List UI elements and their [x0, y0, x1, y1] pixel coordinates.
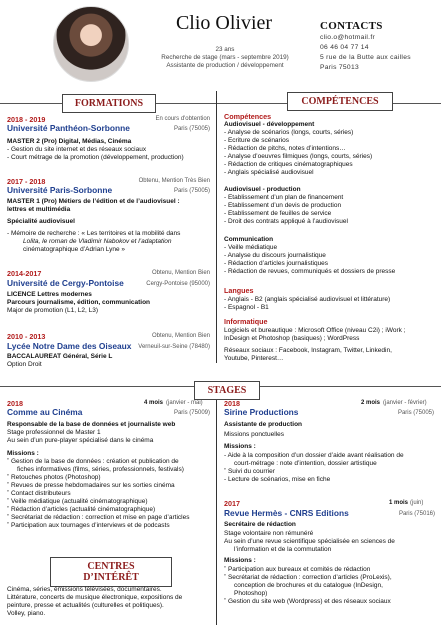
stage-line: l’information et de la commutation — [234, 546, 332, 553]
competence-line: Logiciels et bureautique : Microsoft Office (niveau C2i) ; iWork ; — [224, 327, 406, 334]
competence-line: - Analyse de scénarios (longs, courts, séries) — [224, 129, 354, 136]
competence-line: - Etablissement de feuilles de service — [224, 210, 332, 217]
stage-line: ˚ Participation aux bureaux et comités de rédaction — [224, 566, 371, 573]
interests-line: Volley, piano. — [7, 610, 46, 617]
competence-line: - Veille médiatique — [224, 244, 278, 251]
stage-city: Paris (75005) — [397, 410, 434, 416]
stage-line: court-métrage : note d’intention, dossier artistique — [234, 460, 377, 467]
formations-title: FORMATIONS — [62, 94, 156, 113]
formation-line: Lolita, le roman de Vladimir Nabokov et l’adaptation — [23, 238, 172, 245]
stage-line: Missions ponctuelles — [224, 431, 284, 438]
formation-line: - Court métrage de la promotion (développement, production) — [7, 154, 184, 161]
formation-city: Paris (75005) — [173, 126, 210, 132]
stage-date: 2018 — [224, 399, 240, 408]
stage-line: - Lecture de scénarios, mise en fiche — [224, 476, 331, 483]
stage-line: ˚ Suivi du courrier — [224, 468, 275, 475]
contact-phone[interactable]: 06 46 04 77 14 — [320, 44, 369, 51]
competences-title: COMPÉTENCES — [287, 92, 393, 111]
formation-date: 2017 - 2018 — [7, 177, 46, 186]
stage-line: Stage professionnel de Master 1 — [7, 429, 101, 436]
stage-line: ˚ Secrétariat de rédaction : correction et mise en page d’articles — [7, 514, 190, 521]
competence-line: - Droit des contrats appliqué à l’audiovisuel — [224, 218, 348, 225]
competence-line: - Analyse d’oeuvres filmiques (longs, courts, séries) — [224, 153, 373, 160]
profile-line: Assistante de production / développement — [166, 62, 284, 69]
stage-line: Missions : — [7, 450, 39, 457]
stage-city: Paris (75009) — [173, 410, 210, 416]
formation-line: LICENCE Lettres modernes — [7, 291, 92, 298]
formation-status: Obtenu, Mention Bien — [151, 270, 210, 276]
stage-line: - Aide à la composition d’un dossier d’aide avant réalisation de — [224, 452, 404, 459]
stage-line: ˚ Gestion de la base de données : création et publication de — [7, 458, 179, 465]
interests-line: peinture, presse et actualités (culturelles et politiques). — [7, 602, 164, 609]
stage-line: Secrétaire de rédaction — [224, 521, 296, 528]
formation-line: Parcours journalisme, édition, communication — [7, 299, 151, 306]
stage-org: Sirine Productions — [224, 407, 299, 417]
competence-line: - Espagnol - B1 — [224, 304, 269, 311]
stage-line: ˚ Secrétariat de rédaction : correction d’articles (ProLexis), — [224, 574, 392, 581]
stages-title: STAGES — [194, 381, 260, 400]
stage-line: ˚ Revues de presse hebdomadaires sur les sorties cinéma — [7, 482, 175, 489]
formation-line: Spécialité audiovisuel — [7, 218, 75, 225]
stage-line: ˚ Rédaction d’articles (actualité cinématographique) — [7, 506, 156, 513]
formation-city: Verneuil-sur-Seine (78480) — [138, 344, 210, 350]
formation-status: Obtenu, Mention Bien — [151, 333, 210, 339]
formation-city: Paris (75005) — [173, 188, 210, 194]
stage-line: fiches informatives (films, séries, professionnels, festivals) — [17, 466, 184, 473]
competence-line: Audiovisuel - production — [224, 186, 301, 193]
formation-school: Université Panthéon-Sorbonne — [7, 123, 130, 133]
stage-period: (janvier - février) — [383, 400, 427, 406]
competence-line: - Rédaction d’articles journalistiques — [224, 260, 329, 267]
contact-address: 5 rue de la Butte aux cailles — [320, 54, 411, 61]
formation-status: Obtenu, Mention Très Bien — [138, 178, 210, 184]
formation-school: Université de Cergy-Pontoise — [7, 278, 124, 288]
header — [0, 4, 441, 82]
competence-line: - Ecriture de scénarios — [224, 137, 290, 144]
stage-date: 2018 — [7, 399, 23, 408]
formation-status: En cours d'obtention — [155, 116, 210, 122]
stage-org: Revue Hermès - CNRS Editions — [224, 508, 349, 518]
competence-title: Langues — [224, 286, 254, 295]
formation-line: BACCALAUREAT Général, Série L — [7, 353, 113, 360]
profile-line: Recherche de stage (mars - septembre 2019) — [161, 54, 289, 61]
competence-title: Informatique — [224, 317, 268, 326]
stage-line: Missions : — [224, 443, 256, 450]
interests-line: Littérature, concerts de musique électronique, expositions de — [7, 594, 183, 601]
competence-line: Communication — [224, 236, 274, 243]
profile-photo — [53, 6, 129, 82]
competence-line: - Anglais spécialisé audiovisuel — [224, 169, 314, 176]
stage-line: ˚ Gestion du site web (Wordpress) et des réseaux sociaux — [224, 598, 391, 605]
competence-title: Compétences — [224, 112, 272, 121]
profile-line: 23 ans — [215, 46, 235, 53]
formation-line: cinématographique d’Adrian Lyne » — [23, 246, 126, 253]
formation-school: Lycée Notre Dame des Oiseaux — [7, 341, 132, 351]
contacts-title: CONTACTS — [320, 20, 383, 32]
formation-date: 2018 - 2019 — [7, 115, 46, 124]
competence-line: - Etablissement d’un devis de production — [224, 202, 342, 209]
stage-line: Au sein d’un pure-player spécialisé dans le cinéma — [7, 437, 154, 444]
stage-line: ˚ Contact distributeurs — [7, 490, 71, 497]
competence-line: Audiovisuel - développement — [224, 121, 315, 128]
stage-line: Missions : — [224, 557, 256, 564]
interests-line: Cinéma, séries, émissions télévisées, documentaires. — [7, 586, 162, 593]
stage-line: Photoshop) — [234, 590, 268, 597]
contact-city: Paris 75013 — [320, 64, 359, 71]
name-title: Clio Olivier — [175, 12, 273, 34]
profile-summary — [142, 46, 308, 70]
stage-line: ˚ Veille médiatique (actualité cinématographique) — [7, 498, 148, 505]
vertical-divider-top — [216, 91, 217, 363]
stage-period: (janvier - mai) — [166, 400, 203, 406]
stage-date: 2017 — [224, 499, 240, 508]
competence-line: - Analyse du discours journalistique — [224, 252, 326, 259]
competence-line: - Rédaction de critiques cinématographiques — [224, 161, 353, 168]
stage-line: ˚ Retouches photos (Photoshop) — [7, 474, 101, 481]
formation-line: Option Droit — [7, 361, 42, 368]
vertical-divider-bottom — [216, 398, 217, 625]
competence-line: - Rédaction de pitchs, notes d’intentions… — [224, 145, 346, 152]
stage-line: conception de brochures et du catalogue (InDesign, — [234, 582, 383, 589]
stage-line: Stage volontaire non rémunéré — [224, 530, 314, 537]
centres-title: CENTRES D’INTÉRÊT — [50, 557, 172, 587]
competence-line: - Rédaction de revues, communiqués et dossiers de presse — [224, 268, 396, 275]
stage-city: Paris (75016) — [398, 511, 435, 517]
stage-duration: 1 mois — [388, 500, 408, 506]
stage-line: ˚ Participation aux tournages d’interviews et de podcasts — [7, 522, 170, 529]
stage-duration: 2 mois — [360, 400, 380, 406]
stage-line: Responsable de la base de données et journaliste web — [7, 421, 176, 428]
formation-line: lettres et multimédia — [7, 206, 71, 213]
competence-line: - Anglais - B2 (anglais spécialisé audiovisuel et littérature) — [224, 296, 391, 303]
formation-date: 2014-2017 — [7, 269, 42, 278]
stage-line: Assistante de production — [224, 421, 303, 428]
formation-date: 2010 - 2013 — [7, 332, 46, 341]
stage-period: (juin) — [410, 500, 424, 506]
formation-city: Cergy-Pontoise (95000) — [146, 281, 210, 287]
formation-line: - Gestion du site internet et des réseaux sociaux — [7, 146, 147, 153]
competence-line: - Etablissement d’un plan de financement — [224, 194, 344, 201]
competence-line: InDesign et Photoshop (basiques) ; WordPress — [224, 335, 360, 342]
formation-line: MASTER 1 (Pro) Métiers de l’édition et de l’audiovisuel : — [7, 198, 180, 205]
competence-line: Youtube, Pinterest… — [224, 355, 284, 362]
formation-line: Major de promotion (L1, L2, L3) — [7, 307, 99, 314]
competence-line: Réseaux sociaux : Facebook, Instagram, Twitter, Linkedin, — [224, 347, 392, 354]
formation-line: MASTER 2 (Pro) Digital, Médias, Cinéma — [7, 138, 132, 145]
contact-email[interactable]: clio.o@hotmail.fr — [320, 34, 376, 41]
formation-line: - Mémoire de recherche : « Les territoires et la mobilité dans — [7, 230, 181, 237]
formation-school: Université Paris-Sorbonne — [7, 185, 113, 195]
stage-org: Comme au Cinéma — [7, 407, 83, 417]
stage-duration: 4 mois — [143, 400, 163, 406]
stage-line: Au sein d’une revue scientifique spécialisée en sciences de — [224, 538, 395, 545]
